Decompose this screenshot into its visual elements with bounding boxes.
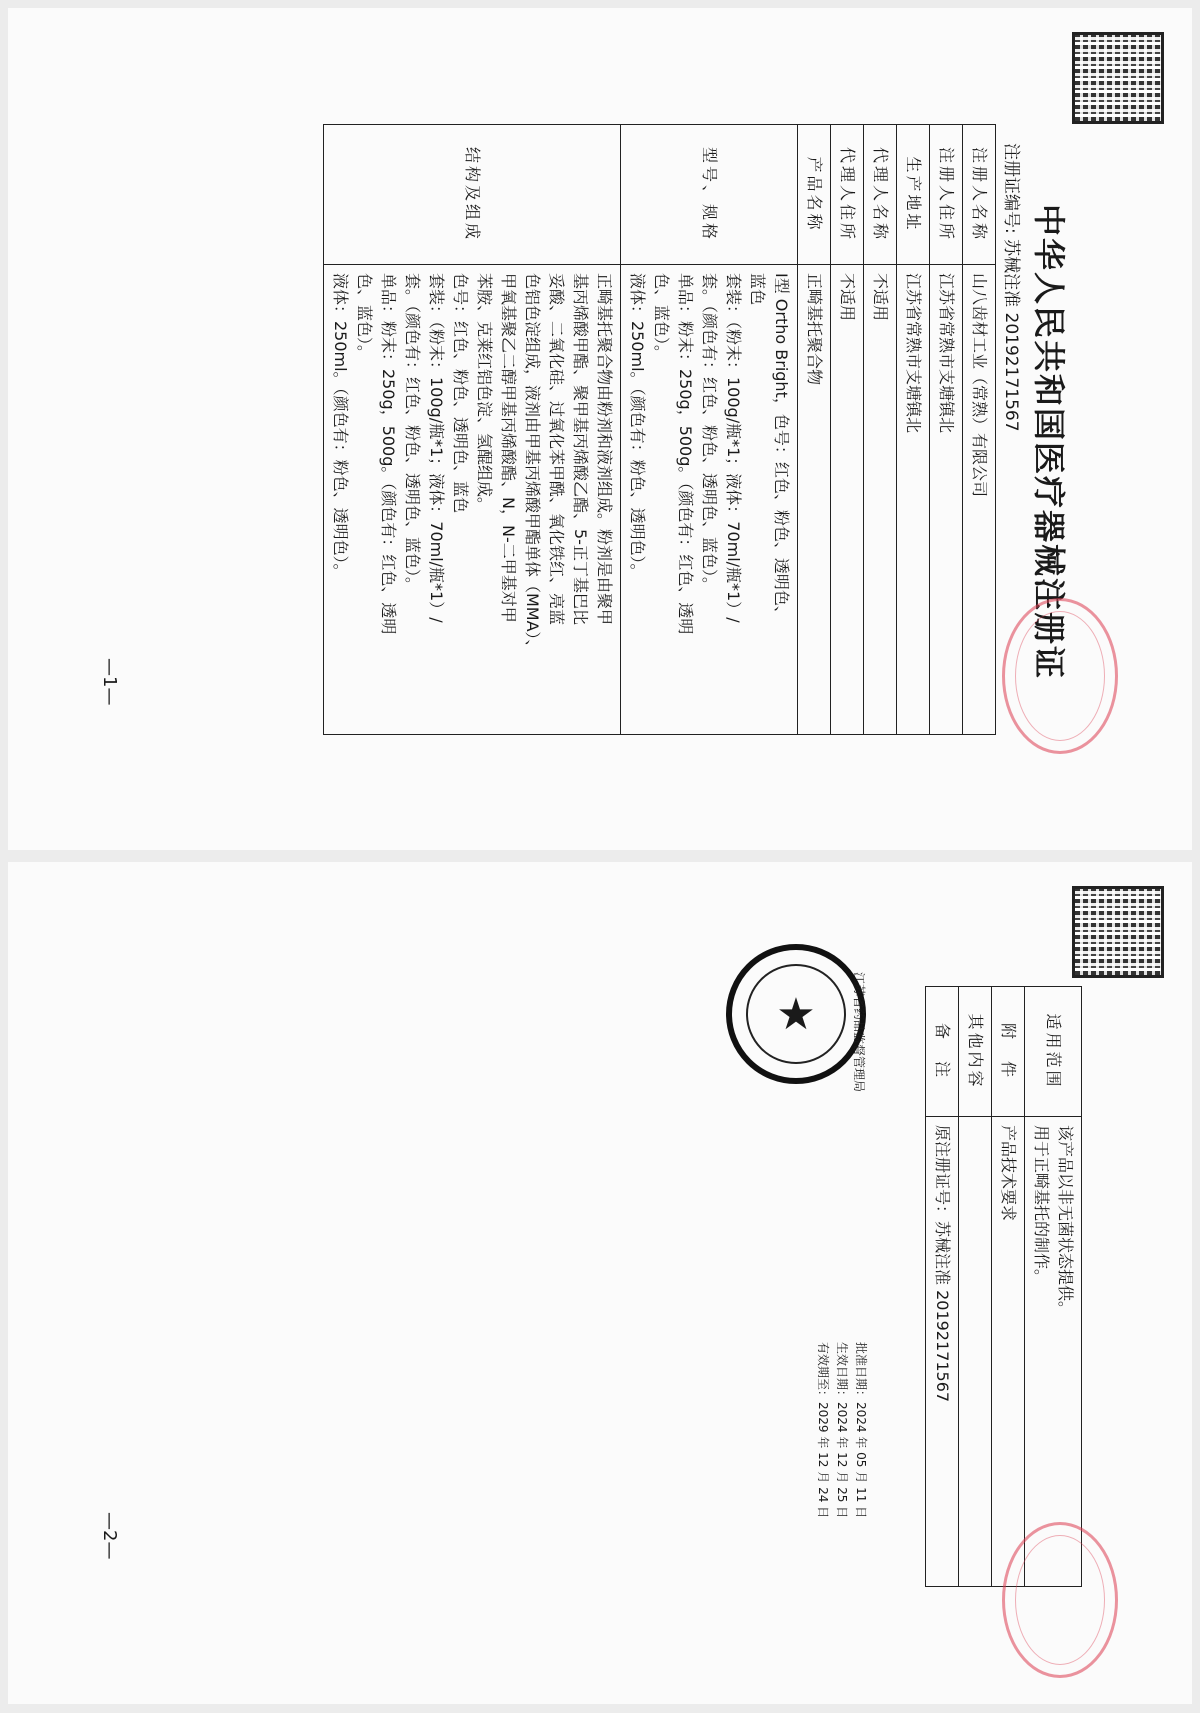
field-value [798, 265, 831, 735]
value-line: 套。（颜色有：红色、粉色、透明色、蓝色）。 [700, 273, 719, 594]
value-line: 苯胺、克莱红铝色淀、氢醌组成。 [475, 273, 494, 514]
value-line: 色、蓝色）。 [355, 273, 374, 362]
scope-table [925, 986, 1082, 1587]
field-label: 附 件 [992, 987, 1025, 1117]
value-line: 基丙烯酸甲酯、聚甲基丙烯酸乙酯、5-正丁基巴比 [571, 273, 590, 625]
value-line: 山八齿材工业（常熟）有限公司 [970, 273, 989, 498]
validity-dates: 批准日期：2024 年 05 月 11 日 生效日期：2024 年 12 月 25 日 有效期至：2029 年 12 月 24 日 [815, 1342, 868, 1519]
registration-table [323, 124, 996, 735]
value-line: 套装：（粉末：100g/瓶*1；液体：70ml/瓶*1）/ [427, 273, 446, 623]
value-line: 色铝色淀组成，液剂由甲基丙烯酸甲酯单体（MMA）、 [523, 273, 542, 656]
table-row [963, 125, 996, 735]
field-value [864, 265, 897, 735]
star-icon: ★ [776, 988, 816, 1040]
value-line: 单品：粉末：250g，500g。（颜色有：红色、透明 [676, 273, 695, 635]
official-seal [726, 944, 866, 1084]
table-row [926, 987, 959, 1587]
value-line: 妥酸、二氧化硅、过氧化苯甲酰、氧化铁红、亮蓝 [547, 273, 566, 626]
field-value [930, 265, 963, 735]
value-line: I型 Ortho Bright，色号：红色、粉色、透明色、 [772, 273, 791, 622]
table-row [798, 125, 831, 735]
value-line: 不适用 [871, 273, 890, 322]
company-seal [1002, 598, 1118, 754]
document-title: 中华人民共和国医疗器械注册证 [1030, 204, 1068, 681]
field-label: 备 注 [926, 987, 959, 1117]
value-line: 正畸基托聚合物由粉剂和液剂组成。粉剂是由聚甲 [595, 273, 614, 626]
value-line: 江苏省常熟市支塘镇北 [937, 273, 956, 434]
field-label: 注册人住所 [930, 125, 963, 265]
certificate-number: 注册证编号: 苏械注准 20192171567 [1001, 143, 1021, 432]
field-label: 适用范围 [1025, 987, 1082, 1117]
field-value [621, 265, 798, 735]
table-row [897, 125, 930, 735]
field-label: 其他内容 [959, 987, 992, 1117]
qr-code [1072, 886, 1164, 978]
value-line: 产品技术要求 [999, 1125, 1018, 1222]
field-label: 结构及组成 [324, 125, 621, 265]
table-row [324, 125, 621, 735]
qr-code [1072, 32, 1164, 124]
field-value [324, 265, 621, 735]
field-label: 生产地址 [897, 125, 930, 265]
value-line: 该产品以非无菌状态提供。 [1056, 1125, 1075, 1318]
table-row [992, 987, 1025, 1587]
field-value [831, 265, 864, 735]
value-line: 单品：粉末：250g，500g。（颜色有：红色、透明 [379, 273, 398, 635]
value-line: 液体：250ml。（颜色有：粉色、透明色）。 [628, 273, 647, 580]
table-row [959, 987, 992, 1587]
field-value [926, 1117, 959, 1587]
value-line: 原注册证号：苏械注准 20192171567 [933, 1125, 952, 1403]
value-line: 色、蓝色）。 [652, 273, 671, 362]
table-row [621, 125, 798, 735]
value-line: 江苏省常熟市支塘镇北 [904, 273, 923, 434]
field-value [897, 265, 930, 735]
field-label: 产品名称 [798, 125, 831, 265]
table-row [930, 125, 963, 735]
certificate-page-1 [8, 8, 1192, 850]
field-value [963, 265, 996, 735]
company-seal [1002, 1522, 1118, 1678]
field-label: 型号、规格 [621, 125, 798, 265]
page-number: —1— [99, 658, 120, 706]
value-line: 套。（颜色有：红色、粉色、透明色、蓝色）。 [403, 273, 422, 594]
certificate-page-2 [8, 862, 1192, 1704]
value-line: 液体：250ml。（颜色有：粉色、透明色）。 [331, 273, 350, 580]
value-line: 甲氧基聚乙二醇甲基丙烯酸酯、N，N-二甲基对甲 [499, 273, 518, 623]
value-line [963, 1125, 987, 1578]
field-label: 注册人名称 [963, 125, 996, 265]
page-number: —2— [99, 1512, 120, 1560]
value-line: 不适用 [838, 273, 857, 322]
table-row [864, 125, 897, 735]
table-row [1025, 987, 1082, 1587]
field-value [1025, 1117, 1082, 1587]
value-line: 用于正畸基托的制作。 [1032, 1125, 1051, 1286]
field-value [959, 1117, 992, 1587]
field-label: 代理人名称 [864, 125, 897, 265]
value-line: 色号：红色、粉色、透明色、蓝色 [451, 273, 470, 514]
value-line: 正畸基托聚合物 [805, 273, 824, 386]
value-line: 套装：（粉末：100g/瓶*1；液体：70ml/瓶*1）/ [724, 273, 743, 623]
value-line: 蓝色 [748, 273, 767, 306]
field-label: 代理人住所 [831, 125, 864, 265]
field-value [992, 1117, 1025, 1587]
table-row [831, 125, 864, 735]
issuing-authority: 江苏省药品监督管理局 [852, 972, 866, 1093]
